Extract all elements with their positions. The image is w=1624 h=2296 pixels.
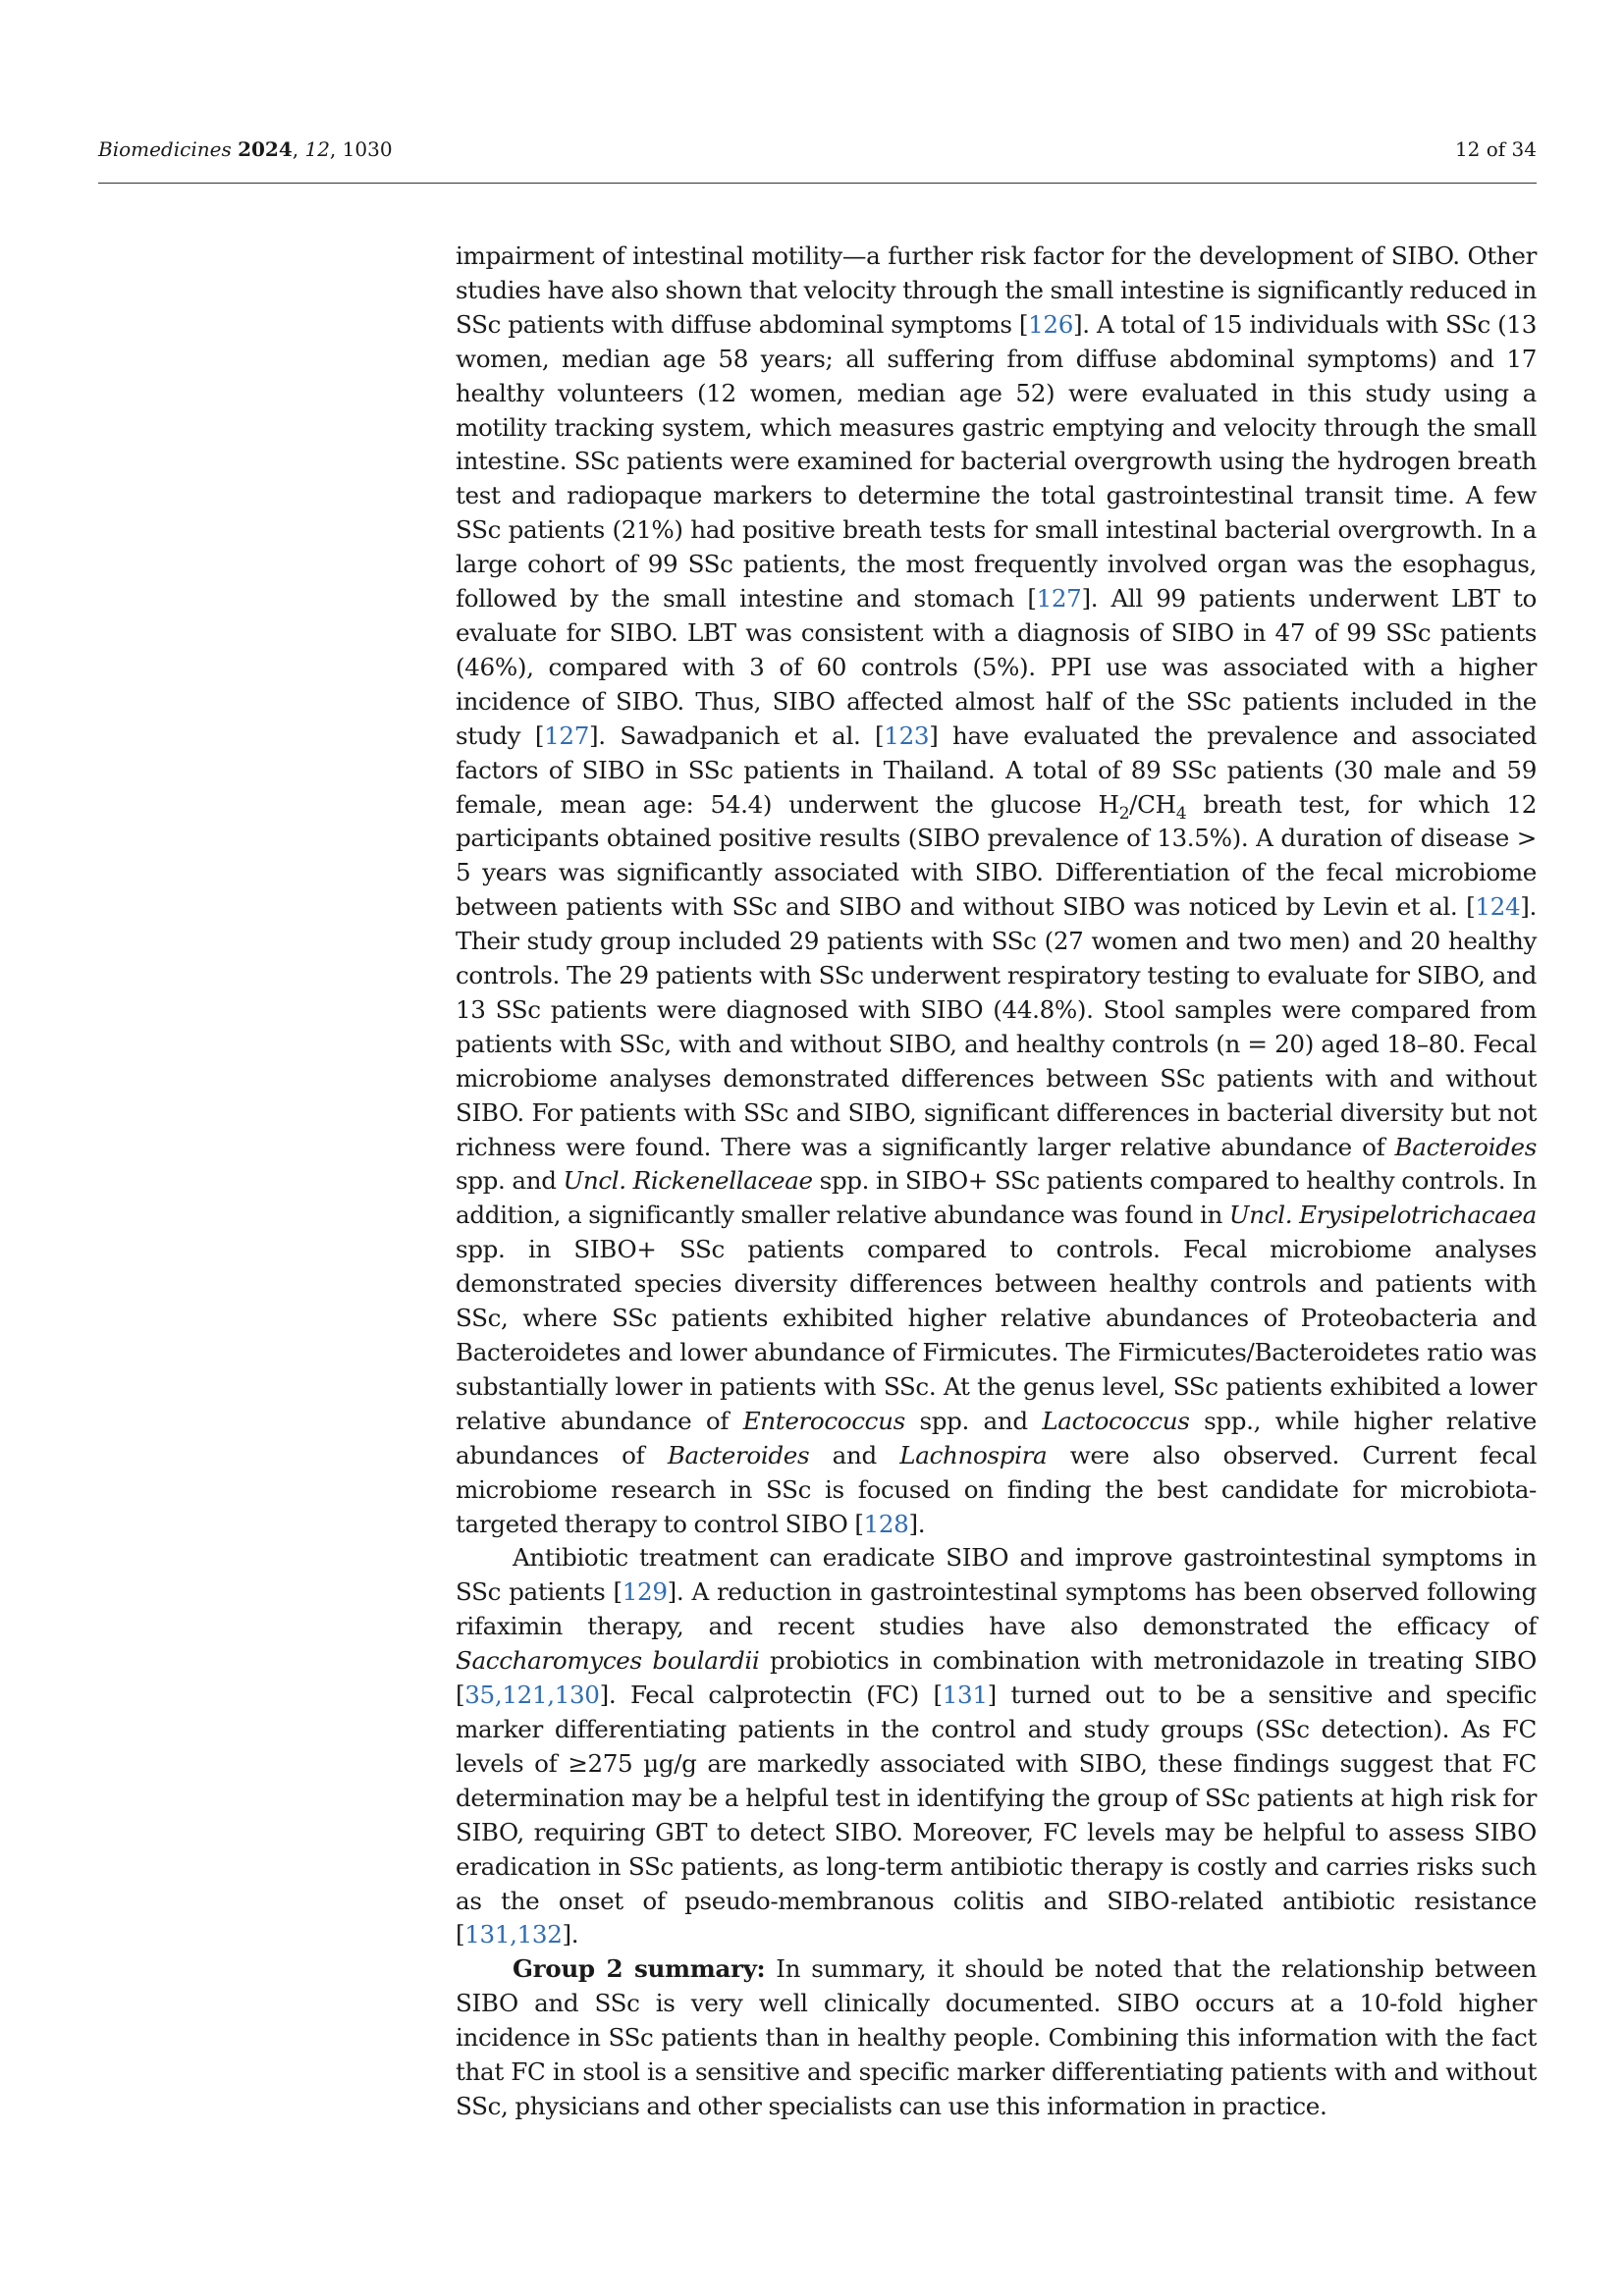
citation-link[interactable]: 130 [554, 1681, 600, 1710]
text-span: In summary, it should be noted that the relationship between SIBO and SSc is very well clinically documented. SIBO occurs at a 10-fold higher incidence in SSc patients than in healthy people. Combining this information with the fact that FC in stool is a sensitive and specific marker differentiating patients with and without SSc, physicians and other specialists can use this information in practice. [456, 1954, 1537, 2120]
text-span: impairment of intestinal motility—a further risk factor for the development of SIBO. Other studies have also shown that velocity through the small intestine is significantly reduced in SSc patients with diffuse abdominal symptoms [ [456, 241, 1537, 339]
text-span: ]. Their study group included 29 patients with SSc (27 women and two men) and 20 healthy controls. The 29 patients with SSc underwent respiratory testing to evaluate for SIBO, and 13 SSc patients were diagnosed with SIBO (44.8%). Stool samples were compared from patients with SSc, with and without SIBO, and healthy controls (n = 20) aged 18–80. Fecal microbiome analyses demonstrated differences between SSc patients with and without SIBO. For patients with SSc and SIBO, significant differences in bacterial diversity but not richness were found. There was a significantly larger relative abundance of [456, 892, 1537, 1161]
citation-separator: , [547, 1681, 555, 1710]
header-rule [98, 183, 1537, 184]
text-span: Antibiotic treatment can eradicate SIBO and improve gastrointestinal symptoms in SSc patients [ [456, 1543, 1537, 1607]
citation-link[interactable]: 132 [516, 1920, 563, 1949]
italic-taxon: Lactococcus [1042, 1406, 1190, 1435]
article-body [456, 240, 1537, 2124]
citation-link[interactable]: 131 [942, 1681, 988, 1710]
citation-link[interactable]: 124 [1475, 892, 1521, 922]
running-header [98, 137, 1537, 165]
italic-taxon: Saccharomyces boulardii [456, 1646, 760, 1676]
citation-link[interactable]: 35 [464, 1681, 495, 1710]
text-span: ]. Sawadpanich et al. [ [589, 721, 885, 750]
journal-name: Biomedicines [98, 137, 232, 161]
citation-separator: , [494, 1681, 503, 1710]
subscript: 2 [1118, 803, 1130, 824]
text-span: ]. A total of 15 individuals with SSc (13 women, median age 58 years; all suffering from diffuse abdominal symptoms) and 17 healthy volunteers (12 women, median age 52) were evaluated in this study using a motility tracking system, which measures gastric emptying and velocity through the small intestine. SSc patients were examined for bacterial overgrowth using the hydrogen breath test and radiopaque markers to determine the total gastrointestinal transit time. A few SSc patients (21%) had positive breath tests for small intestinal bacterial overgrowth. In a large cohort of 99 SSc patients, the most frequently involved organ was the esophagus, followed by the small intestine and stomach [ [456, 309, 1537, 614]
journal-citation: Biomedicines 2024, 12, 1030 [98, 137, 393, 161]
text-span: spp. and [456, 1166, 564, 1196]
article-number: 1030 [342, 137, 393, 161]
citation-link[interactable]: 128 [863, 1509, 909, 1538]
text-span: and [809, 1440, 900, 1469]
citation-link[interactable]: 131 [464, 1920, 511, 1949]
citation-link[interactable]: 126 [1028, 309, 1074, 339]
text-span: spp., while higher relative abundances of [456, 1406, 1537, 1469]
subscript: 4 [1175, 803, 1187, 824]
text-span: breath test, for which 12 participants obtained positive results (SIBO prevalence of 13.5%). A duration of disease > 5 years was significantly associated with SIBO. Differentiation of the fecal microbiome between patients with SSc and SIBO and without SIBO was noticed by Levin et al. [ [456, 789, 1537, 922]
text-span: ]. A reduction in gastrointestinal symptoms has been observed following rifaximin therapy, and recent studies have also demonstrated the efficacy of [456, 1577, 1537, 1641]
italic-taxon: Uncl. Erysipelotrichacaea [1228, 1201, 1537, 1230]
text-span: ] turned out to be a sensitive and specific marker differentiating patients in the control and study groups (SSc detection). As FC levels of ≥275 µg/g are markedly associated with SIBO, these findings suggest that FC determination may be a helpful test in identifying the group of SSc patients at high risk for SIBO, requiring GBT to detect SIBO. Moreover, FC levels may be helpful to assess SIBO eradication in SSc patients, as long-term antibiotic therapy is costly and carries risks such as the onset of pseudo-membranous colitis and SIBO-related antibiotic resistance [ [456, 1681, 1537, 1949]
text-span: /CH [1129, 789, 1176, 819]
text-span: ]. All 99 patients underwent LBT to evaluate for SIBO. LBT was consistent with a diagnosis of SIBO in 47 of 99 SSc patients (46%), compared with 3 of 60 controls (5%). PPI use was associated with a higher incidence of SIBO. Thus, SIBO affected almost half of the SSc patients included in the study [ [456, 584, 1537, 750]
journal-year: 2024 [238, 137, 293, 161]
summary-heading: Group 2 summary: [513, 1954, 766, 1984]
italic-taxon: Enterococcus [742, 1406, 905, 1435]
citation-link[interactable]: 123 [884, 721, 930, 750]
citation-link[interactable]: 127 [1036, 584, 1082, 614]
text-span: spp. in SIBO+ SSc patients compared to controls. Fecal microbiome analyses demonstrated species diversity differences between healthy controls and patients with SSc, where SSc patients exhibited higher relative abundances of Proteobacteria and Bacteroidetes and lower abundance of Firmicutes. The Firmicutes/Bacteroidetes ratio was substantially lower in patients with SSc. At the genus level, SSc patients exhibited a lower relative abundance of [456, 1235, 1537, 1435]
text-span: were also observed. Current fecal microbiome research in SSc is focused on finding the best candidate for microbiota-targeted therapy to control SIBO [ [456, 1440, 1537, 1538]
paragraph-sibo-studies [456, 240, 1537, 1541]
paragraph-group-2-summary [456, 1952, 1537, 2124]
italic-taxon: Bacteroides [667, 1440, 810, 1469]
text-span: ] have evaluated the prevalence and associated factors of SIBO in SSc patients in Thailand. A total of 89 SSc patients (30 male and 59 female, mean age: 54.4) underwent the glucose H [456, 721, 1538, 819]
page-number: 12 of 34 [1454, 137, 1537, 161]
text-span: spp. in SIBO+ SSc patients compared to healthy controls. In addition, a significantly smaller relative abundance was found in [456, 1166, 1537, 1230]
italic-taxon: Uncl. Rickenellaceae [563, 1166, 813, 1196]
text-span: probiotics in combination with metronidazole in treating SIBO [ [456, 1646, 1537, 1710]
paragraph-antibiotic-treatment [456, 1541, 1537, 1952]
citation-link[interactable]: 129 [622, 1577, 668, 1607]
citation-link[interactable]: 127 [544, 721, 589, 750]
text-span: spp. and [904, 1406, 1043, 1435]
text-span: ]. [908, 1509, 926, 1538]
citation-link[interactable]: 121 [502, 1681, 548, 1710]
italic-taxon: Bacteroides [1394, 1132, 1537, 1161]
text-span: ]. Fecal calprotectin (FC) [ [599, 1681, 943, 1710]
journal-volume: 12 [304, 137, 330, 161]
text-span: ]. [562, 1920, 579, 1949]
citation-separator: , [510, 1920, 517, 1949]
italic-taxon: Lachnospira [899, 1440, 1048, 1469]
